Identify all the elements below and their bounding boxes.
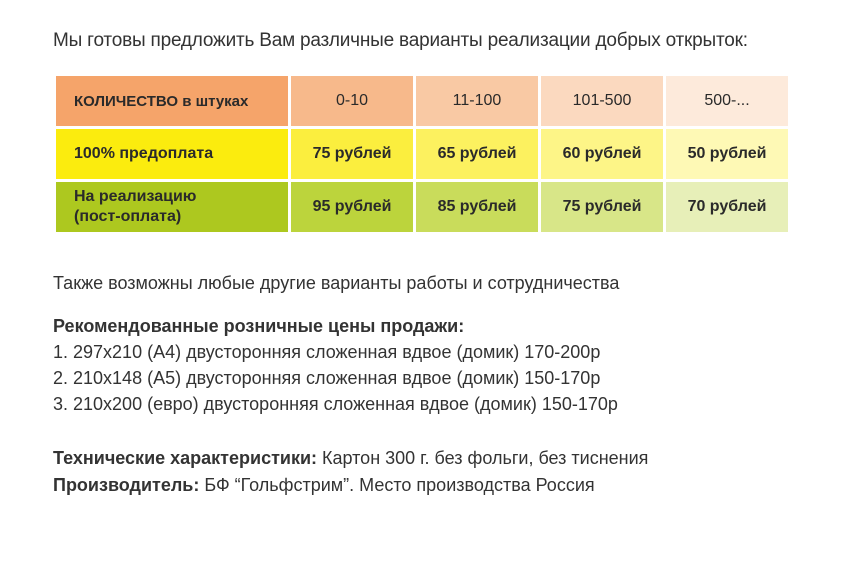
price-cell: 65 рублей	[416, 129, 538, 179]
consignment-label-line1: На реализацию	[74, 188, 197, 205]
range-101-500: 101-500	[541, 76, 663, 126]
price-cell: 60 рублей	[541, 129, 663, 179]
specs-block	[53, 445, 648, 499]
also-text: Также возможны любые другие варианты работы и сотрудничества	[53, 273, 620, 293]
retail-prices-block	[53, 313, 618, 417]
maker-value: БФ “Гольфстрим”. Место производства Россия	[199, 475, 595, 495]
intro-text: Мы готовы предложить Вам различные варианты реализации добрых открыток:	[53, 30, 748, 51]
price-cell: 95 рублей	[291, 182, 413, 232]
quantity-header: КОЛИЧЕСТВО в штуках	[56, 76, 288, 126]
maker-line	[53, 472, 648, 499]
retail-item: 3. 210x200 (евро) двусторонняя сложенная вдвое (домик) 150-170р	[53, 394, 618, 414]
tech-value: Картон 300 г. без фольги, без тиснения	[317, 448, 649, 468]
tech-label: Технические характеристики:	[53, 448, 318, 468]
retail-title: Рекомендованные розничные цены продажи:	[53, 316, 465, 336]
maker-label: Производитель:	[53, 475, 200, 495]
prepaid-label: 100% предоплата	[56, 129, 288, 179]
consignment-label-line2: (пост-оплата)	[74, 208, 182, 225]
tech-line	[53, 445, 648, 472]
retail-item: 2. 210x148 (А5) двусторонняя сложенная вдвое (домик) 150-170р	[53, 368, 601, 388]
price-cell: 75 рублей	[291, 129, 413, 179]
range-500-plus: 500-...	[666, 76, 788, 126]
table-header-row	[56, 76, 788, 126]
price-cell: 85 рублей	[416, 182, 538, 232]
pricing-table	[53, 73, 791, 235]
range-0-10: 0-10	[291, 76, 413, 126]
price-cell: 75 рублей	[541, 182, 663, 232]
table-row-consignment	[56, 182, 788, 232]
range-11-100: 11-100	[416, 76, 538, 126]
consignment-label	[56, 182, 288, 232]
price-cell: 70 рублей	[666, 182, 788, 232]
retail-item: 1. 297x210 (А4) двусторонняя сложенная вдвое (домик) 170-200р	[53, 342, 601, 362]
price-cell: 50 рублей	[666, 129, 788, 179]
table-row-prepaid	[56, 129, 788, 179]
